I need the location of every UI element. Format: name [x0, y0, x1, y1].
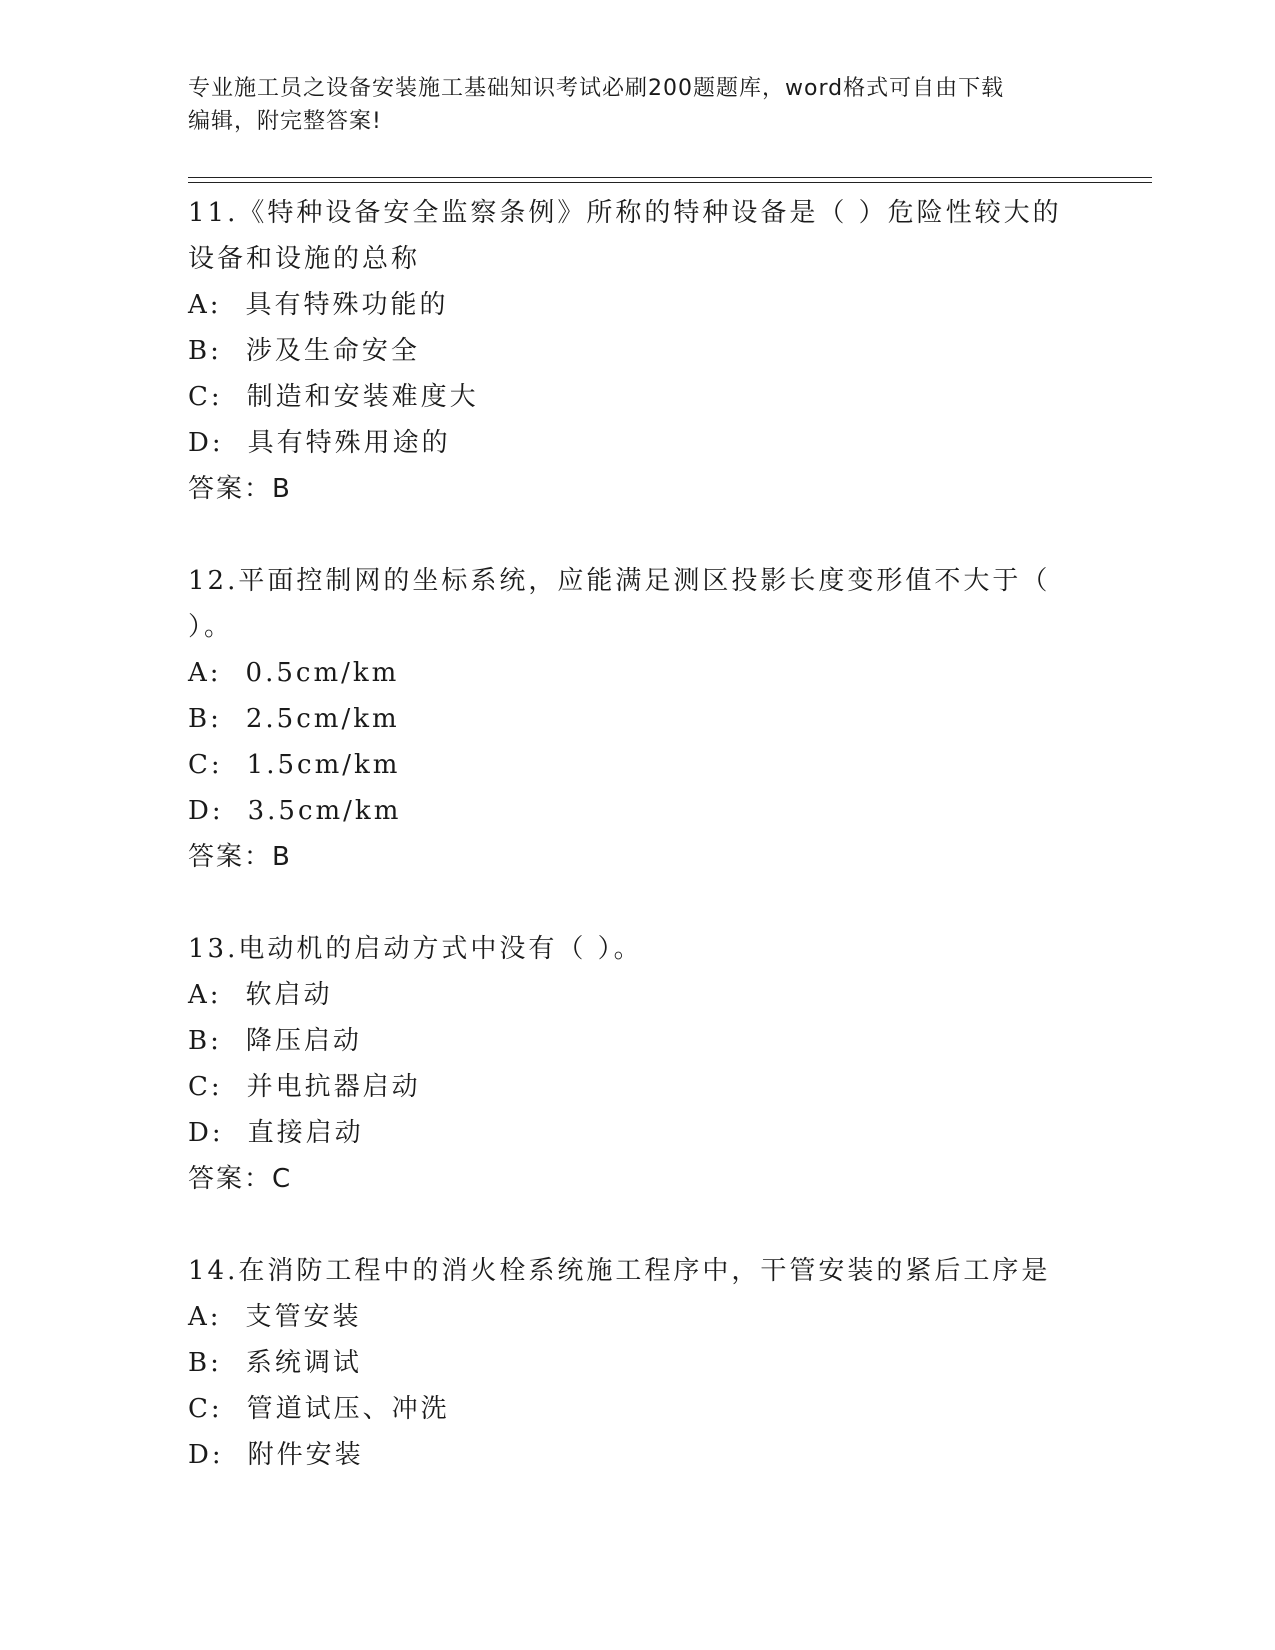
option-label: A:	[188, 290, 222, 320]
option-text: 具有特殊功能的	[245, 290, 449, 320]
question-text-line: 13.电动机的启动方式中没有（ ）。	[188, 934, 643, 964]
option-text: 并电抗器启动	[246, 1072, 421, 1102]
option-label: B:	[188, 1026, 222, 1056]
option-label: A:	[188, 658, 222, 688]
spacer	[188, 880, 1068, 926]
option-text: 降压启动	[245, 1026, 362, 1056]
option-b	[188, 696, 1068, 742]
option-text: 3.5cm/km	[247, 796, 402, 826]
option-label: B:	[188, 1348, 222, 1378]
option-label: B:	[188, 704, 222, 734]
option-text: 软启动	[245, 980, 333, 1010]
header-divider-top	[188, 177, 1152, 178]
header-line-1: 专业施工员之设备安装施工基础知识考试必刷200题题库，word格式可自由下载	[188, 76, 1005, 101]
header-divider-bottom	[188, 182, 1152, 183]
option-label: C:	[188, 382, 223, 412]
question-12	[188, 558, 1068, 880]
option-text: 2.5cm/km	[245, 704, 400, 734]
option-text: 0.5cm/km	[245, 658, 400, 688]
option-c	[188, 1064, 1068, 1110]
question-text-line: ）。	[188, 612, 234, 642]
question-text-line: 设备和设施的总称	[188, 244, 421, 274]
option-d	[188, 420, 1068, 466]
option-d	[188, 788, 1068, 834]
option-d	[188, 1432, 1068, 1478]
option-a	[188, 650, 1068, 696]
option-b	[188, 328, 1068, 374]
option-label: B:	[188, 336, 222, 366]
option-text: 1.5cm/km	[246, 750, 401, 780]
option-b	[188, 1340, 1068, 1386]
option-text: 涉及生命安全	[245, 336, 420, 366]
option-text: 支管安装	[245, 1302, 362, 1332]
spacer	[188, 512, 1068, 558]
option-label: C:	[188, 1394, 223, 1424]
option-label: D:	[188, 1440, 224, 1470]
option-label: D:	[188, 428, 224, 458]
question-list	[188, 190, 1068, 1478]
option-text: 附件安装	[247, 1440, 364, 1470]
answer-line: 答案：C	[188, 1164, 293, 1194]
option-a	[188, 972, 1068, 1018]
option-c	[188, 374, 1068, 420]
option-a	[188, 282, 1068, 328]
answer-line: 答案：B	[188, 474, 292, 504]
spacer	[188, 1202, 1068, 1248]
question-11	[188, 190, 1068, 512]
question-text-line: 11.《特种设备安全监察条例》所称的特种设备是（ ）危险性较大的	[188, 198, 1062, 228]
option-text: 制造和安装难度大	[246, 382, 479, 412]
question-text-line: 14.在消防工程中的消火栓系统施工程序中，干管安装的紧后工序是	[188, 1256, 1051, 1286]
option-b	[188, 1018, 1068, 1064]
option-a	[188, 1294, 1068, 1340]
question-13	[188, 926, 1068, 1202]
option-label: C:	[188, 750, 223, 780]
question-14	[188, 1248, 1068, 1478]
option-label: D:	[188, 796, 224, 826]
option-text: 管道试压、冲洗	[246, 1394, 450, 1424]
option-text: 具有特殊用途的	[247, 428, 451, 458]
answer-line: 答案：B	[188, 842, 292, 872]
option-c	[188, 1386, 1068, 1432]
question-text-line: 12.平面控制网的坐标系统，应能满足测区投影长度变形值不大于（	[188, 566, 1051, 596]
option-text: 直接启动	[247, 1118, 364, 1148]
option-label: A:	[188, 1302, 222, 1332]
option-label: C:	[188, 1072, 223, 1102]
option-c	[188, 742, 1068, 788]
option-text: 系统调试	[245, 1348, 362, 1378]
document-header	[188, 72, 1068, 138]
option-d	[188, 1110, 1068, 1156]
header-line-2: 编辑，附完整答案!	[188, 109, 382, 134]
option-label: A:	[188, 980, 222, 1010]
option-label: D:	[188, 1118, 224, 1148]
